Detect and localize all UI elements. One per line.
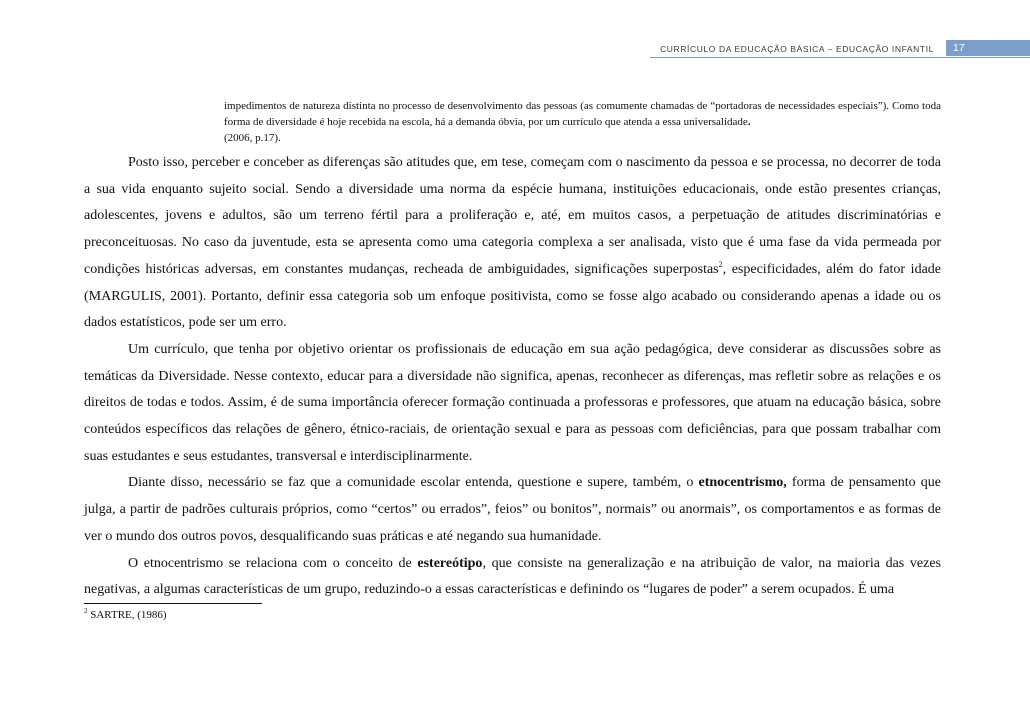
footnote-text: SARTRE, (1986) — [87, 609, 167, 621]
body-text — [84, 150, 941, 604]
quote-text: impedimentos de natureza distinta no processo de desenvolvimento das pessoas (as comumente chamadas de “portadoras de necessidades especiais”). Como toda forma de diversidade é hoje recebida na escola, há a demanda óbvia, por um currículo que atenda a essa universalidade — [224, 100, 941, 128]
block-quote — [224, 98, 941, 146]
footnote-number: 2 — [84, 607, 88, 615]
paragraph-1-text: Posto isso, perceber e conceber as diferenças são atitudes que, em tese, começam com o nascimento da pessoa e se processa, no decorrer de toda a sua vida enquanto sujeito social. Sendo a diversidade uma norma da espécie humana, instituições educacionais, onde estão presentes crianças, adolescentes, jovens e adultos, são um terreno fértil para a proliferação e, até, em muitos casos, a perpetuação de atitudes discriminatórias e preconceituosas. No caso da juventude, esta se apresenta como uma categoria complexa a ser analisada, visto que é uma fase da vida permeada por condições históricas adversas, em constantes mudanças, recheada de ambiguidades, significações superpostas — [84, 155, 941, 277]
quote-citation: (2006, p.17). — [224, 132, 281, 144]
paragraph-3-text-end: forma de pensamento que julga, a partir de padrões culturais próprios, como “certos” ou errados”, feios” ou bonitos”, normais” ou anormais”, os comportamentos e as formas de ver o mundo dos outros povos, desqualificando suas práticas e até negando sua humanidade. — [84, 475, 941, 544]
paragraph-1-text-end: , especificidades, além do fator idade (MARGULIS, 2001). Portanto, definir essa categoria sob um enfoque positivista, como se fosse algo acabado ou considerando apenas a idade ou os dados estatísticos, pode ser um erro. — [84, 261, 941, 331]
paragraph-2: Um currículo, que tenha por objetivo orientar os profissionais de educação em sua ação pedagógica, deve considerar as discussões sobre as temáticas da Diversidade. Nesse contexto, educar para a diversidade não significa, apenas, reconhecer as diferenças, mas refletir sobre as relações e os direitos de todas e todos. Assim, é de suma importância oferecer formação continuada a professoras e professores, que atuam na educação básica, sobre conteúdos específicos das relações de gênero, étnico-raciais, de orientação sexual e para as pessoas com deficiências, para que possam trabalhar com suas estudantes e seus estudantes, transversal e interdisciplinarmente. — [84, 341, 941, 464]
paragraph-3 — [84, 470, 941, 550]
quote-end-mark: . — [747, 116, 751, 128]
footnote-ref[interactable]: 2 — [718, 259, 723, 269]
paragraph-4-text: O etnocentrismo se relaciona com o conceito de — [128, 555, 418, 571]
paragraph-3-text: Diante disso, necessário se faz que a comunidade escolar entenda, questione e supere, também, o — [128, 475, 699, 491]
footnote — [84, 608, 167, 622]
term-etnocentrismo: etnocentrismo, — [698, 475, 787, 491]
term-estereotipo: estereótipo — [417, 555, 483, 571]
paragraph-4 — [84, 551, 941, 604]
footnote-rule — [84, 603, 262, 604]
paragraph-1 — [84, 150, 941, 337]
paragraph-4-text-end: , que consiste na generalização e na atribuição de valor, na maioria das vezes negativas, a algumas características de um grupo, reduzindo-o a essas características e definindo os “lugares de poder” a serem ocupados. É uma — [84, 555, 941, 598]
running-header-title: CURRÍCULO DA EDUCAÇÃO BÁSICA – EDUCAÇÃO INFANTIL — [660, 44, 934, 54]
page-header — [0, 0, 1030, 62]
header-rule — [650, 57, 1030, 58]
page-number: 17 — [946, 40, 1030, 56]
